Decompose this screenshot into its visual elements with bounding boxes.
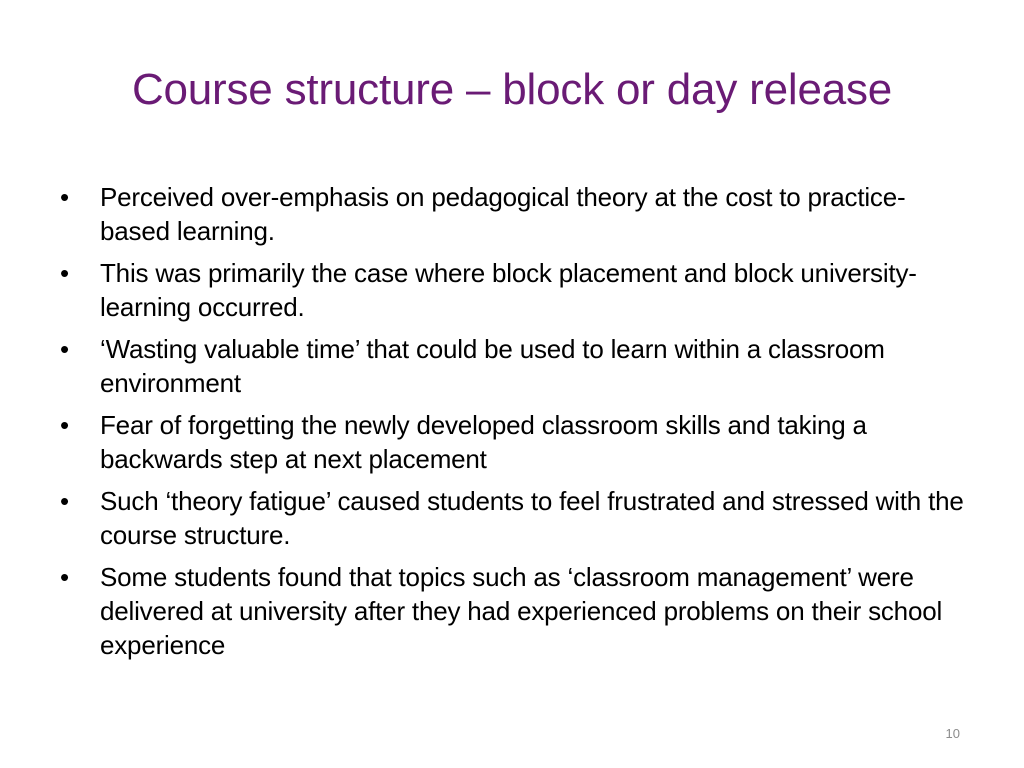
bullet-text: Such ‘theory fatigue’ caused students to feel frustrated and stressed with the course structure. [100, 486, 964, 550]
bullet-dot-icon: • [60, 334, 69, 364]
bullet-text: Some students found that topics such as ‘classroom management’ were delivered at university after they had experienced problems on their school experience [100, 562, 943, 660]
bullet-text: This was primarily the case where block placement and block university-learning occurred. [100, 258, 917, 322]
bullet-text: Fear of forgetting the newly developed classroom skills and taking a backwards step at next placement [100, 410, 867, 474]
bullet-dot-icon: • [60, 486, 69, 516]
list-item [60, 408, 970, 476]
bullet-dot-icon: • [60, 182, 69, 212]
page-number: 10 [945, 726, 960, 741]
bullet-dot-icon: • [60, 258, 69, 288]
bullet-list [60, 180, 970, 670]
list-item [60, 560, 970, 662]
list-item [60, 180, 970, 248]
bullet-text: ‘Wasting valuable time’ that could be used to learn within a classroom environment [100, 334, 885, 398]
bullet-dot-icon: • [60, 562, 69, 592]
list-item [60, 256, 970, 324]
bullet-dot-icon: • [60, 410, 69, 440]
bullet-text: Perceived over-emphasis on pedagogical theory at the cost to practice-based learning. [100, 182, 906, 246]
slide-title: Course structure – block or day release [131, 65, 893, 114]
list-item [60, 332, 970, 400]
list-item [60, 484, 970, 552]
